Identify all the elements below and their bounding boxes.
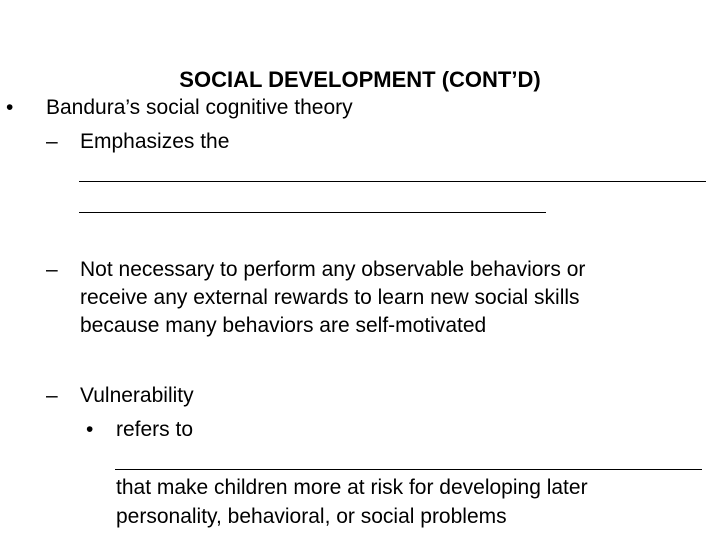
dash-marker: – xyxy=(46,258,58,281)
point-emphasizes-lead: Emphasizes the xyxy=(80,130,230,153)
main-point: Bandura’s social cognitive theory xyxy=(46,96,353,119)
point-not-necessary-line-1: Not necessary to perform any observable behaviors or xyxy=(80,258,586,281)
slide-title: SOCIAL DEVELOPMENT (CONT’D) xyxy=(179,67,541,92)
sub-point-lead: refers to xyxy=(116,418,194,441)
dash-marker: – xyxy=(46,384,58,407)
blank-line-2 xyxy=(79,212,546,213)
blank-line-3 xyxy=(115,469,702,470)
sub-point-line-1: that make children more at risk for developing later xyxy=(116,476,588,499)
sub-bullet-marker: • xyxy=(86,418,94,441)
blank-line-1 xyxy=(79,181,706,182)
dash-marker: – xyxy=(46,130,58,153)
point-not-necessary-line-2: receive any external rewards to learn new social skills xyxy=(80,286,580,309)
point-not-necessary-line-3: because many behaviors are self-motivated xyxy=(80,314,487,337)
point-vulnerability: Vulnerability xyxy=(80,384,194,407)
bullet-marker: • xyxy=(6,96,14,119)
sub-point-line-2: personality, behavioral, or social problems xyxy=(116,505,507,528)
